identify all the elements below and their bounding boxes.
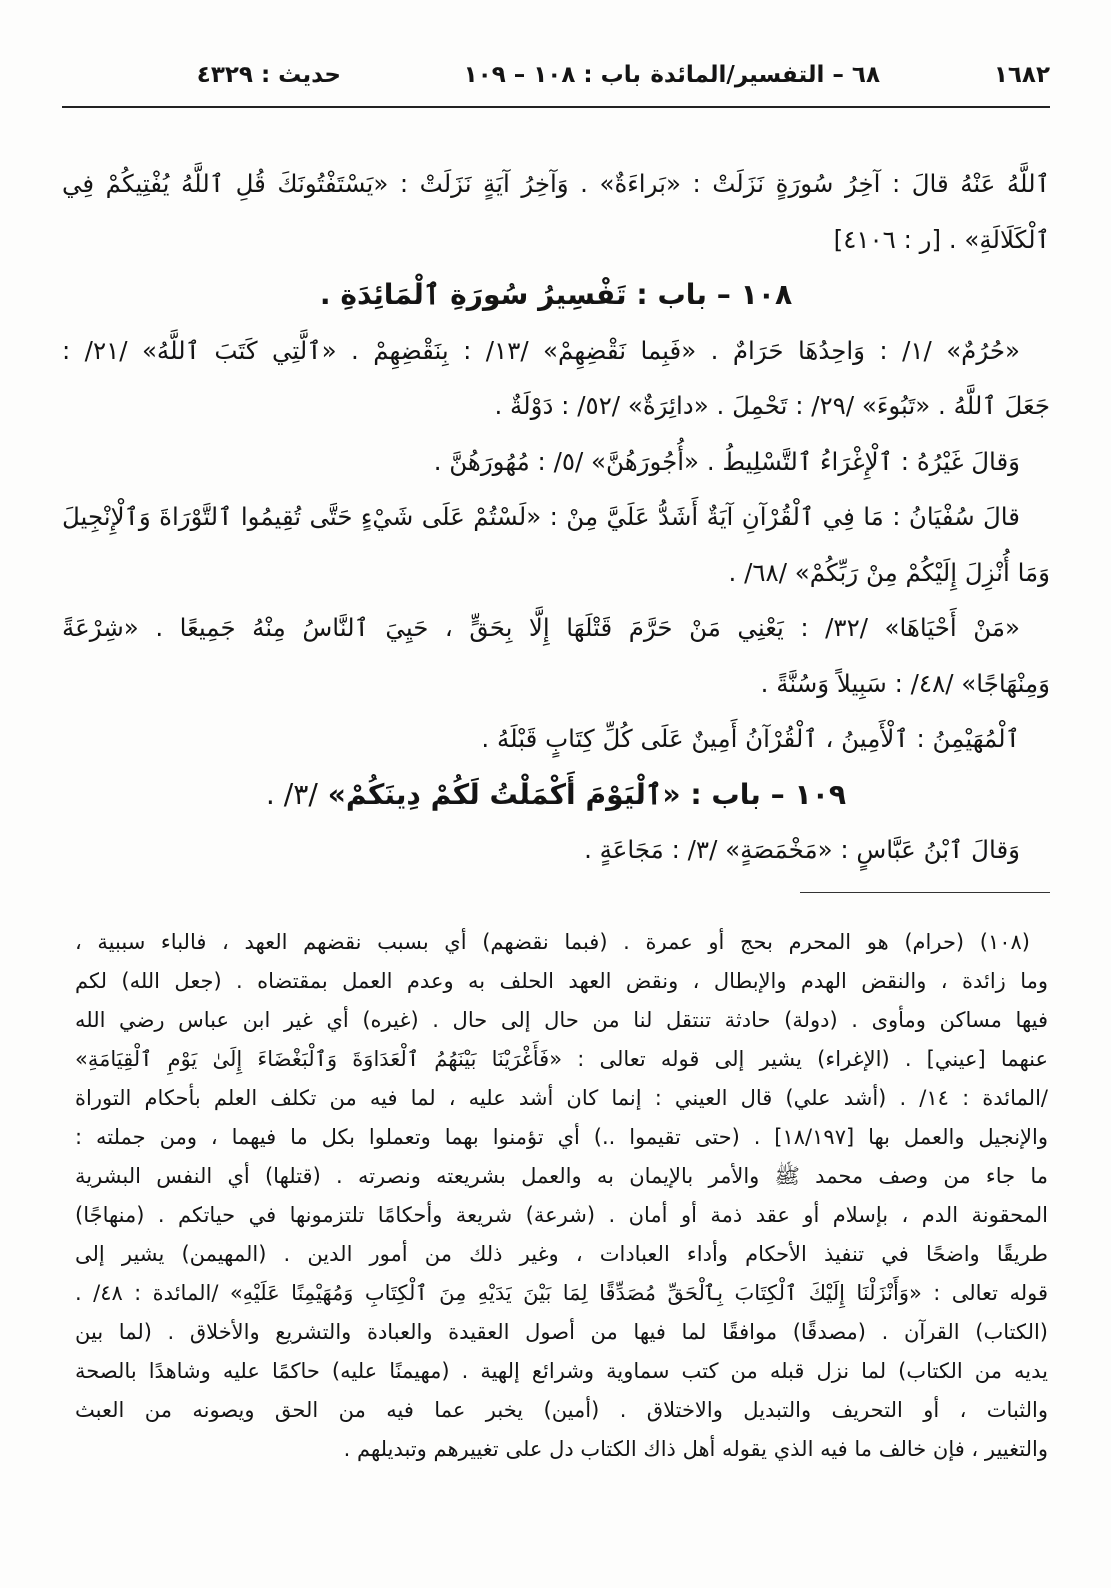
- footnotes: [75, 923, 1048, 1469]
- footnote-line: وما زائدة ، والنقض الهدم والإبطال ، ونقض العهد الحلف به وعدم العمل بمقتضاه . (جعل الله) لكم: [75, 969, 1048, 993]
- footnote-line: المحقونة الدم ، بإسلام أو عقد ذمة أو أمان . (شرعة) شريعة وأحكامًا تلتزمونها في حياتكم . (منهاجًا): [75, 1203, 1048, 1227]
- text-line: جَعَلَ ٱللَّهُ . «تَبُوءَ» /٢٩/ : تَحْمِلَ . «دائِرَةٌ» /٥٢/ : دَوْلَةٌ .: [494, 391, 1050, 420]
- text-line: ٱلْكَلَالَةِ» . [ر : ٤١٠٦]: [833, 224, 1050, 254]
- chapter-label: ١٠٨ – باب :: [636, 278, 793, 311]
- text-line: ٱللَّهُ عَنْهُ قالَ : آخِرُ سُورَةٍ نَزَلَتْ : «بَراءَةٌ» . وَآخِرُ آيَةٍ نَزَلَتْ : «يَسْتَفْتُونَكَ قُلِ ٱللَّهُ يُفْتِيكُمْ فِي: [62, 169, 1050, 198]
- footnote-line: عنهما [عيني] . (الإغراء) يشير إلى قوله تعالى : «فَأَغْرَيْنَا بَيْنَهُمُ ٱلْعَدَاوَةَ وَٱلْبَغْضَاءَ إِلَىٰ يَوْمِ ٱلْقِيَامَةِ»: [75, 1047, 1048, 1071]
- text-line: «مَنْ أَحْيَاهَا» /٣٢/ : يَعْنِي مَنْ حَرَّمَ قَتْلَهَا إِلَّا بِحَقٍّ ، حَيِيَ ٱلنَّاسُ مِنْهُ جَمِيعًا . «شِرْعَةً: [62, 613, 1020, 642]
- chapter-range: باب : ١٠٨ – ١٠٩: [463, 62, 641, 88]
- footnote-line: طريقًا واضحًا في تنفيذ الأحكام وأداء العبادات ، وغير ذلك من أمور الدين . (المهيمن) يشير إلى: [75, 1242, 1048, 1266]
- main-text: [62, 156, 1050, 878]
- book-section-title: ٦٨ – التفسير/المائدة: [650, 62, 880, 88]
- header-rule: [62, 106, 1050, 108]
- footnote-line: /المائدة : ١٤/ . (أشد علي) قال العيني : إنما كان أشد عليه ، لما فيه من تكلف العلم بأحكام التوراة: [75, 1086, 1048, 1110]
- hadith-number: حديث : ٤٣٢٩: [196, 62, 341, 88]
- footnote-line: فيها مساكن ومأوى . (دولة) حادثة تنتقل لنا من حال إلى حال . (غيره) أي غير ابن عباس رضي الله: [75, 1008, 1048, 1032]
- footnote-rule: [800, 892, 1050, 893]
- footnote-line: والتغيير ، فإن خالف ما فيه الذي يقوله أهل ذاك الكتاب دل على تغييرهم وتبديلهم .: [343, 1437, 1048, 1461]
- chapter-heading-108: [62, 267, 1050, 323]
- text-line: وَمَا أُنْزِلَ إِلَيْكُمْ مِنْ رَبِّكُمْ» /٦٨/ .: [728, 557, 1050, 587]
- chapter-title: تَفْسِيرُ سُورَةِ ٱلْمَائِدَةِ .: [319, 278, 627, 311]
- page-number: ١٦٨٢: [993, 62, 1050, 88]
- chapter-heading-109: [62, 767, 1050, 823]
- text-line: وَمِنْهَاجًا» /٤٨/ : سَبِيلاً وَسُنَّةً .: [760, 668, 1050, 698]
- footnote-line: ما جاء من وصف محمد ﷺ والأمر بالإيمان به والعمل بشريعته ونصرته . (قتلها) أي النفس البشرية: [75, 1164, 1048, 1188]
- text-line: وَقالَ غَيْرُهُ : ٱلْإِغْرَاءُ ٱلتَّسْلِيطُ . «أُجُورَهُنَّ» /٥/ : مُهُورَهُنَّ .: [433, 446, 1020, 476]
- chapter-title: «ٱلْيَوْمَ أَكْمَلْتُ لَكُمْ دِينَكُمْ»: [327, 777, 681, 811]
- footnote-line: يديه من الكتاب) لما نزل قبله من كتب سماوية وشرائع إلهية . (مهيمنًا عليه) حاكمًا عليه وشاهدًا بالصحة: [75, 1359, 1048, 1383]
- text-line: وَقالَ ٱبْنُ عَبَّاسٍ : «مَخْمَصَةٍ» /٣/ : مَجَاعَةٍ .: [584, 835, 1020, 864]
- footnote-line: (الكتاب) القرآن . (مصدقًا) موافقًا لما فيها من أصول العقيدة والعبادة والتشريع والأخلاق . (لما بين: [75, 1320, 1048, 1344]
- chapter-label: ١٠٩ – باب :: [690, 777, 847, 811]
- text-line: قالَ سُفْيَانُ : مَا فِي ٱلْقُرْآنِ آيَةٌ أَشَدُّ عَلَيَّ مِنْ : «لَسْتُمْ عَلَى شَيْءٍ حَتَّى تُقِيمُوا ٱلتَّوْرَاةَ وَٱلْإِنْجِيلَ: [62, 502, 1020, 531]
- footnote-line: والإنجيل والعمل بها [١٨/١٩٧] . (حتى تقيموا ..) أي تؤمنوا بهما وتعملوا بكل ما فيهما ، ومن جملته :: [75, 1125, 1048, 1149]
- footnote-line: والثبات ، أو التحريف والتبديل والاختلاق . (أمين) يخبر عما فيه من الحق ويصونه من العبث: [75, 1398, 1048, 1422]
- text-line: ٱلْمُهَيْمِنُ : ٱلْأَمِينُ ، ٱلْقُرْآنُ أَمِينٌ عَلَى كُلِّ كِتَابٍ قَبْلَهُ .: [481, 724, 1020, 753]
- verse-reference: /٣/ .: [265, 777, 318, 811]
- footnote-line: (١٠٨) (حرام) هو المحرم بحج أو عمرة . (فبما نقضهم) أي بسبب نقضهم العهد ، فالباء سببية ،: [75, 930, 1030, 954]
- text-line: «حُرُمٌ» /١/ : وَاحِدُهَا حَرَامٌ . «فَبِما نَقْضِهِمْ» /١٣/ : بِنَقْضِهِمْ . «ٱلَّتِي كَتَبَ ٱللَّهُ» /٢١/ :: [62, 335, 1021, 365]
- footnote-line: قوله تعالى : «وَأَنْزَلْنَا إِلَيْكَ ٱلْكِتَابَ بِٱلْحَقِّ مُصَدِّقًا لِمَا بَيْنَ يَدَيْهِ مِنَ ٱلْكِتَابِ وَمُهَيْمِنًا عَلَيْهِ» /المائدة : ٤٨/ .: [75, 1281, 1048, 1305]
